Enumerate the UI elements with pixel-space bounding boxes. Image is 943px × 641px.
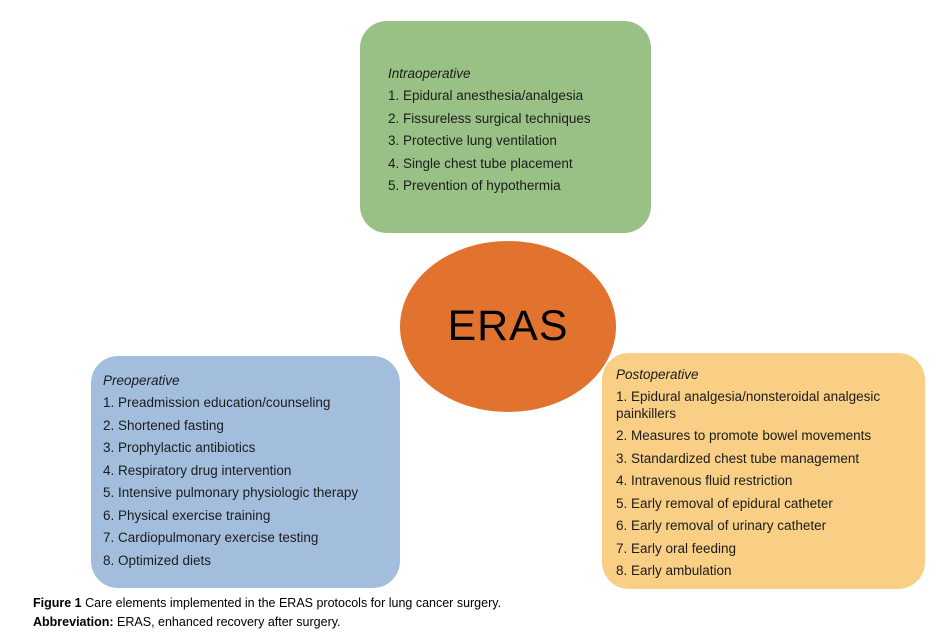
preoperative-item-2: 2. Shortened fasting	[103, 417, 224, 433]
postoperative-item-1: 1. Epidural analgesia/nonsteroidal analgesic painkillers	[616, 389, 881, 421]
preoperative-item-7: 7. Cardiopulmonary exercise testing	[103, 530, 319, 546]
eras-label: ERAS	[447, 302, 569, 350]
postoperative-item-4: 4. Intravenous fluid restriction	[616, 473, 793, 489]
postoperative-box	[602, 353, 925, 589]
intraoperative-item-3: 3. Protective lung ventilation	[388, 133, 557, 149]
caption-line-1	[33, 594, 501, 613]
preoperative-item-1: 1. Preadmission education/counseling	[103, 395, 331, 411]
postoperative-item-2: 2. Measures to promote bowel movements	[616, 428, 872, 444]
preoperative-item-3: 3. Prophylactic antibiotics	[103, 440, 256, 456]
preoperative-item-5: 5. Intensive pulmonary physiologic therapy	[103, 485, 359, 501]
postoperative-item-3: 3. Standardized chest tube management	[616, 450, 860, 466]
postoperative-item-7: 7. Early oral feeding	[616, 540, 737, 556]
intraoperative-item-4: 4. Single chest tube placement	[388, 155, 573, 171]
postoperative-title: Postoperative	[616, 367, 699, 382]
figure-number-label: Figure 1	[33, 596, 82, 610]
postoperative-item-8: 8. Early ambulation	[616, 563, 732, 579]
intraoperative-title: Intraoperative	[388, 66, 471, 81]
preoperative-box	[91, 356, 400, 588]
intraoperative-box	[360, 21, 651, 233]
preoperative-item-4: 4. Respiratory drug intervention	[103, 462, 292, 478]
postoperative-item-6: 6. Early removal of urinary catheter	[616, 518, 827, 534]
preoperative-title: Preoperative	[103, 373, 180, 388]
figure-caption-text: Care elements implemented in the ERAS protocols for lung cancer surgery.	[85, 596, 502, 610]
intraoperative-item-5: 5. Prevention of hypothermia	[388, 178, 561, 194]
postoperative-item-5: 5. Early removal of epidural catheter	[616, 495, 833, 511]
figure-caption	[33, 594, 501, 632]
intraoperative-item-1: 1. Epidural anesthesia/analgesia	[388, 88, 584, 104]
preoperative-item-8: 8. Optimized diets	[103, 552, 212, 568]
abbreviation-text: ERAS, enhanced recovery after surgery.	[117, 615, 341, 629]
eras-center-ellipse	[400, 241, 616, 412]
caption-line-2	[33, 613, 501, 632]
abbreviation-label: Abbreviation:	[33, 615, 114, 629]
preoperative-item-6: 6. Physical exercise training	[103, 507, 271, 523]
intraoperative-item-2: 2. Fissureless surgical techniques	[388, 110, 591, 126]
